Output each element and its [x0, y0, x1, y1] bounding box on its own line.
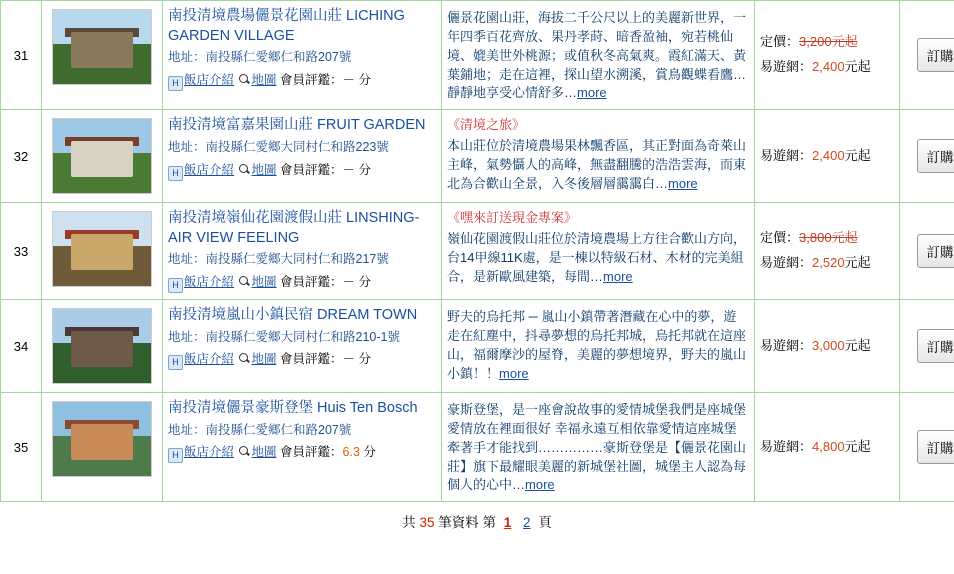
member-rating-value: － — [342, 162, 356, 177]
description-text: 嶺仙花園渡假山莊位於清境農場上方往合歡山方向，台14甲線11K處，是一棟以特級石材、木材的完美組合，是新歐風建築，每間… — [447, 231, 747, 284]
hotel-description-cell — [442, 110, 755, 203]
table-row — [1, 203, 954, 300]
row-index: 34 — [1, 300, 42, 393]
member-rating-unit: 分 — [358, 275, 372, 290]
description-text: 本山莊位於清境農場果林飄香區，其正對面為奇萊山主峰，氣勢懾人的高峰，無盡翻騰的浩浩雲海，而東北為合歡山全景，入冬後層層靄靄白… — [447, 138, 747, 191]
hotel-info-cell — [163, 203, 442, 300]
map-search-icon — [238, 163, 251, 176]
map-link[interactable]: 地圖 — [251, 162, 277, 177]
member-rating-unit: 分 — [358, 162, 372, 177]
list-price-unit: 元起 — [831, 230, 858, 246]
sale-price-value: 2,520 — [812, 255, 845, 271]
sale-price-value: 2,400 — [812, 147, 845, 163]
hotel-thumbnail-cell[interactable] — [42, 203, 163, 300]
list-price-value: 3,800 — [799, 230, 832, 246]
hotel-address: 地址：南投縣仁愛鄉仁和路207號 — [168, 50, 352, 65]
hotel-thumbnail-image[interactable] — [52, 308, 152, 384]
hotel-intro-link[interactable]: 飯店介紹 — [184, 162, 235, 177]
hotel-price-cell — [755, 393, 900, 502]
member-rating-unit: 分 — [363, 445, 376, 460]
hotel-thumbnail-cell[interactable] — [42, 393, 163, 502]
more-link[interactable]: more — [577, 85, 607, 101]
hotel-listing-body — [1, 1, 954, 502]
sale-price-value: 4,800 — [812, 438, 845, 454]
member-rating-label: 會員評鑑： — [280, 352, 343, 367]
member-rating-label: 會員評鑑： — [280, 275, 343, 290]
sale-price-line — [760, 251, 894, 276]
hotel-name-link[interactable]: 南投清境富嘉果園山莊 FRUIT GARDEN — [168, 117, 426, 134]
list-price-line — [760, 30, 894, 55]
table-row — [1, 110, 954, 203]
member-rating-unit: 分 — [358, 352, 372, 367]
order-cell — [900, 1, 954, 110]
order-cell — [900, 203, 954, 300]
row-index: 33 — [1, 203, 42, 300]
row-index: 32 — [1, 110, 42, 203]
description-title: 《嘿來訂送現金專案》 — [447, 210, 578, 226]
table-row — [1, 1, 954, 110]
sale-price-unit: 元起 — [844, 255, 871, 271]
thumb-building — [71, 141, 134, 177]
hotel-address: 地址：南投縣仁愛鄉大同村仁和路210-1號 — [168, 329, 400, 344]
sale-price-line — [760, 435, 894, 460]
sale-price-label: 易遊網： — [760, 147, 813, 163]
order-button[interactable]: 訂購 — [917, 430, 954, 464]
list-price-value: 3,200 — [799, 34, 832, 50]
page-link-2[interactable]: 2 — [523, 515, 531, 531]
sale-price-label: 易遊網： — [760, 438, 813, 454]
hotel-meta-row — [168, 160, 436, 181]
hotel-address: 地址：南投縣仁愛鄉大同村仁和路217號 — [168, 252, 389, 267]
order-cell — [900, 393, 954, 502]
sale-price-line — [760, 55, 894, 80]
map-search-icon — [238, 352, 251, 365]
hotel-info-cell — [163, 300, 442, 393]
map-link[interactable]: 地圖 — [251, 275, 277, 290]
hotel-thumbnail-image[interactable] — [52, 211, 152, 287]
thumb-building — [71, 331, 134, 367]
hotel-description — [447, 308, 749, 383]
hotel-info-cell — [163, 110, 442, 203]
sale-price-value: 3,000 — [812, 337, 845, 353]
hotel-name-link[interactable]: 南投清境嶺仙花園渡假山莊 LINSHING-AIR VIEW FEELING — [168, 210, 420, 246]
order-button[interactable]: 訂購 — [917, 234, 954, 268]
thumb-building — [71, 234, 134, 270]
map-search-icon — [238, 445, 251, 458]
hotel-price-cell — [755, 110, 900, 203]
result-count-middle: 筆資料 第 — [438, 515, 496, 531]
hotel-price-cell — [755, 1, 900, 110]
result-count: 35 — [419, 515, 435, 531]
more-link[interactable]: more — [525, 477, 555, 493]
sale-price-label: 易遊網： — [760, 337, 813, 353]
member-rating-value: － — [342, 352, 356, 367]
pagination-bar — [0, 502, 954, 531]
map-search-icon — [238, 73, 251, 86]
hotel-description — [447, 209, 749, 286]
thumb-building — [71, 424, 134, 460]
hotel-intro-icon: H — [168, 166, 183, 181]
member-rating-value: － — [342, 275, 356, 290]
hotel-meta-row — [168, 349, 436, 370]
hotel-intro-link[interactable]: 飯店介紹 — [184, 445, 235, 460]
hotel-description-cell — [442, 203, 755, 300]
hotel-intro-icon: H — [168, 76, 183, 91]
hotel-name-link[interactable]: 南投清境嵐山小鎮民宿 DREAM TOWN — [168, 307, 418, 324]
hotel-description — [447, 9, 749, 103]
sale-price-value: 2,400 — [812, 59, 845, 75]
hotel-description — [447, 401, 749, 495]
list-price-line — [760, 226, 894, 251]
hotel-description — [447, 116, 749, 193]
member-rating-label: 會員評鑑： — [280, 72, 343, 87]
row-index: 31 — [1, 1, 42, 110]
member-rating-value: 6.3 — [342, 445, 360, 460]
hotel-price-cell — [755, 203, 900, 300]
thumb-building — [71, 32, 134, 68]
order-button[interactable]: 訂購 — [917, 38, 954, 72]
result-count-prefix: 共 — [402, 515, 416, 531]
hotel-intro-link[interactable]: 飯店介紹 — [184, 352, 235, 367]
hotel-info-cell — [163, 393, 442, 502]
sale-price-unit: 元起 — [844, 59, 871, 75]
sale-price-line — [760, 334, 894, 359]
hotel-thumbnail-image[interactable] — [52, 118, 152, 194]
member-rating-label: 會員評鑑： — [280, 162, 343, 177]
hotel-address: 地址：南投縣仁愛鄉大同村仁和路223號 — [168, 139, 389, 154]
hotel-intro-icon: H — [168, 355, 183, 370]
row-index: 35 — [1, 393, 42, 502]
hotel-thumbnail-cell[interactable] — [42, 110, 163, 203]
list-price-label: 定價： — [760, 34, 800, 50]
map-link[interactable]: 地圖 — [251, 72, 277, 87]
sale-price-unit: 元起 — [844, 147, 871, 163]
sale-price-unit: 元起 — [844, 337, 871, 353]
order-button[interactable]: 訂購 — [917, 329, 954, 363]
more-link[interactable]: more — [603, 268, 633, 284]
sale-price-unit: 元起 — [844, 438, 871, 454]
map-search-icon — [238, 275, 251, 288]
hotel-info-cell — [163, 1, 442, 110]
hotel-thumbnail-cell[interactable] — [42, 300, 163, 393]
hotel-name-link[interactable]: 南投清境儷景豪斯登堡 Huis Ten Bosch — [168, 400, 418, 417]
hotel-name-link[interactable]: 南投清境農場儷景花園山莊 LICHING GARDEN VILLAGE — [168, 8, 405, 44]
hotel-meta-row — [168, 70, 436, 91]
hotel-description-cell — [442, 1, 755, 110]
more-link[interactable]: more — [668, 175, 698, 191]
page-suffix: 頁 — [538, 515, 552, 531]
map-link[interactable]: 地圖 — [251, 445, 277, 460]
sale-price-label: 易遊網： — [760, 255, 813, 271]
description-title: 《清境之旅》 — [447, 117, 526, 133]
sale-price-line — [760, 144, 894, 169]
hotel-thumbnail-image[interactable] — [52, 9, 152, 85]
more-link[interactable]: more — [499, 365, 529, 381]
description-text: 豪斯登堡，是一座會說故事的愛情城堡我們是座城堡 愛情放在裡面很好 幸福永遠互相依靠愛情這座城堡 牽著手才能找到……………豪斯登堡是【儷景花園山莊】旗下最耀眼美麗的新城堡社圖，城堡主人認為每個人的心中… — [447, 402, 747, 493]
table-row — [1, 393, 954, 502]
member-rating-value: － — [342, 72, 356, 87]
hotel-meta-row — [168, 442, 436, 463]
sale-price-label: 易遊網： — [760, 59, 813, 75]
list-price-label: 定價： — [760, 230, 800, 246]
page-link-1[interactable]: 1 — [503, 515, 512, 531]
table-row — [1, 300, 954, 393]
hotel-meta-row — [168, 272, 436, 293]
description-text: 儷景花園山莊，海拔二千公尺以上的美麗新世界，一年四季百花齊放、果丹孝莳、暗香盈袖，宛若桃仙境、媲美世外桃源；或值秋冬高氣爽。霞紅滿天、黃葉鋪地；走在這裡，探山望水溯溪，賞鳥觀蝶看鷹…靜靜地享受心情舒多… — [447, 10, 747, 101]
map-link[interactable]: 地圖 — [251, 352, 277, 367]
hotel-intro-link[interactable]: 飯店介紹 — [184, 72, 235, 87]
list-price-unit: 元起 — [831, 34, 858, 50]
hotel-intro-link[interactable]: 飯店介紹 — [184, 275, 235, 290]
order-cell — [900, 110, 954, 203]
hotel-description-cell — [442, 300, 755, 393]
hotel-address: 地址：南投縣仁愛鄉仁和路207號 — [168, 422, 352, 437]
hotel-intro-icon: H — [168, 448, 183, 463]
member-rating-unit: 分 — [358, 72, 372, 87]
hotel-price-cell — [755, 300, 900, 393]
hotel-thumbnail-image[interactable] — [52, 401, 152, 477]
member-rating-label: 會員評鑑： — [280, 445, 343, 460]
hotel-description-cell — [442, 393, 755, 502]
description-text: 野夫的烏托邦 ─ 嵐山小鎮帶著潛藏在心中的夢，遊走在紅塵中，抖尋夢想的烏托邦城，烏托邦就在這座山，福爾摩沙的屋脊，美麗的夢想境界，野夫的嵐山小鎮！！ — [447, 309, 747, 381]
order-button[interactable]: 訂購 — [917, 139, 954, 173]
hotel-intro-icon: H — [168, 278, 183, 293]
order-cell — [900, 300, 954, 393]
hotel-thumbnail-cell[interactable] — [42, 1, 163, 110]
